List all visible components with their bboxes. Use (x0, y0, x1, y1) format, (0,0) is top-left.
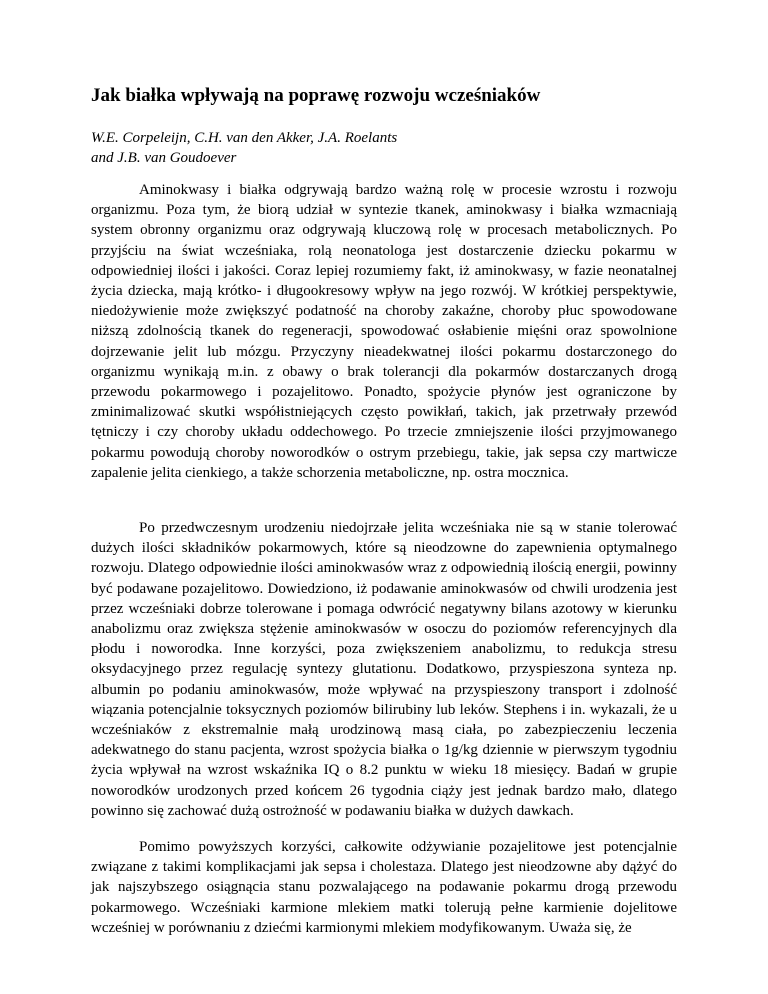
authors-line-2: and J.B. van Goudoever (91, 150, 237, 166)
author-list (91, 128, 691, 168)
paragraph-3: Pomimo powyższych korzyści, całkowite odżywianie pozajelitowe jest potencjalnie związane z takimi komplikacjami jak sepsa i cholestaza. Dlatego jest nieodzowne aby dążyć do jak najszybszego osiągnącia stanu pozwalającego na podawanie pokarmu drogą przewodu pokarmowego. Wcześniaki karmione mlekiem matki tolerują pełne karmienie dojelitowe wcześniej w porównaniu z dziećmi karmionymi mlekiem modyfikowanym. Uważa się, że (91, 839, 677, 936)
paragraph-1: Aminokwasy i białka odgrywają bardzo ważną rolę w procesie wzrostu i rozwoju organizmu. Poza tym, że biorą udział w syntezie tkanek, aminokwasy i białka wzmacniają system obronny organizmu oraz odgrywają kluczową rolę w procesach metabolicznych. Po przyjściu na świat wcześniaka, rolą neonatologa jest dostarczenie dziecku pokarmu w odpowiedniej ilości i jakości. Coraz lepiej rozumiemy fakt, iż aminokwasy, w fazie neonatalnej życia dziecka, mają krótko- i długookresowy wpływ na jego rozwój. W krótkiej perspektywie, niedożywienie może zwiększyć podatność na choroby zakaźne, choroby płuc spowodowane niższą zdolnością tkanek do regeneracji, spowodować osłabienie mięśni oraz spowolnione dojrzewanie jelit lub mózgu. Przyczyny nieadekwatnej ilości pokarmu dostarczonego do organizmu wynikają m.in. z obawy o brak tolerancji dla pokarmów dostarczanych drogą przewodu pokarmowego i pozajelitowo. Ponadto, spożycie płynów jest ograniczone by zminimalizować skutki współistniejących często powikłań, takich, jak przetrwały przewód tętniczy i czy choroby układu oddechowego. Po trzecie zmniejszenie ilości przyjmowanego pokarmu powodują choroby noworodków o ostrym przebiegu, takie, jak sepsa czy martwicze zapalenie jelita cienkiego, a także schorzenia metaboliczne, np. ostra mocznica. (91, 182, 677, 481)
document-title: Jak białka wpływają na poprawę rozwoju wcześniaków (91, 85, 541, 106)
paragraph-2: Po przedwczesnym urodzeniu niedojrzałe jelita wcześniaka nie są w stanie tolerować dużych ilości składników pokarmowych, które są nieodzowne do zapewnienia optymalnego rozwoju. Dlatego odpowiednie ilości aminokwasów wraz z odpowiednią ilością energii, powinny być podawane pozajelitowo. Dowiedziono, iż podawanie aminokwasów od chwili urodzenia jest przez wcześniaki dobrze tolerowane i pomaga odwrócić negatywny bilans azotowy w kierunku anabolizmu oraz zwiększa stężenie aminokwasów w osoczu do poziomów referencyjnych dla płodu i noworodka. Inne korzyści, poza zwiększeniem anabolizmu, to redukcja stresu oksydacyjnego przez regulację syntezy glutationu. Dodatkowo, przyspieszona synteza np. albumin po podaniu aminokwasów, może wpływać na przyspieszony transport i zdolność wiązania potencjalnie toksycznych poziomów bilirubiny lub leków. Stephens i in. wykazali, że u wcześniaków z ekstremalnie małą urodzinową masą ciała, po zabezpieczeniu leczenia adekwatnego do stanu pacjenta, wzrost spożycia białka o 1g/kg dziennie w pierwszym tygodniu życia wpływał na wzrost wskaźnika IQ o 8.2 punktu w wieku 18 miesięcy. Badań w grupie noworodków urodzonych przed końcem 26 tygodnia ciąży jest jednak bardzo mało, dlatego powinno się zachować dużą ostrożność w podawaniu białka w dużych dawkach. (91, 520, 677, 819)
authors-line-1: W.E. Corpeleijn, C.H. van den Akker, J.A. Roelants (91, 130, 398, 146)
